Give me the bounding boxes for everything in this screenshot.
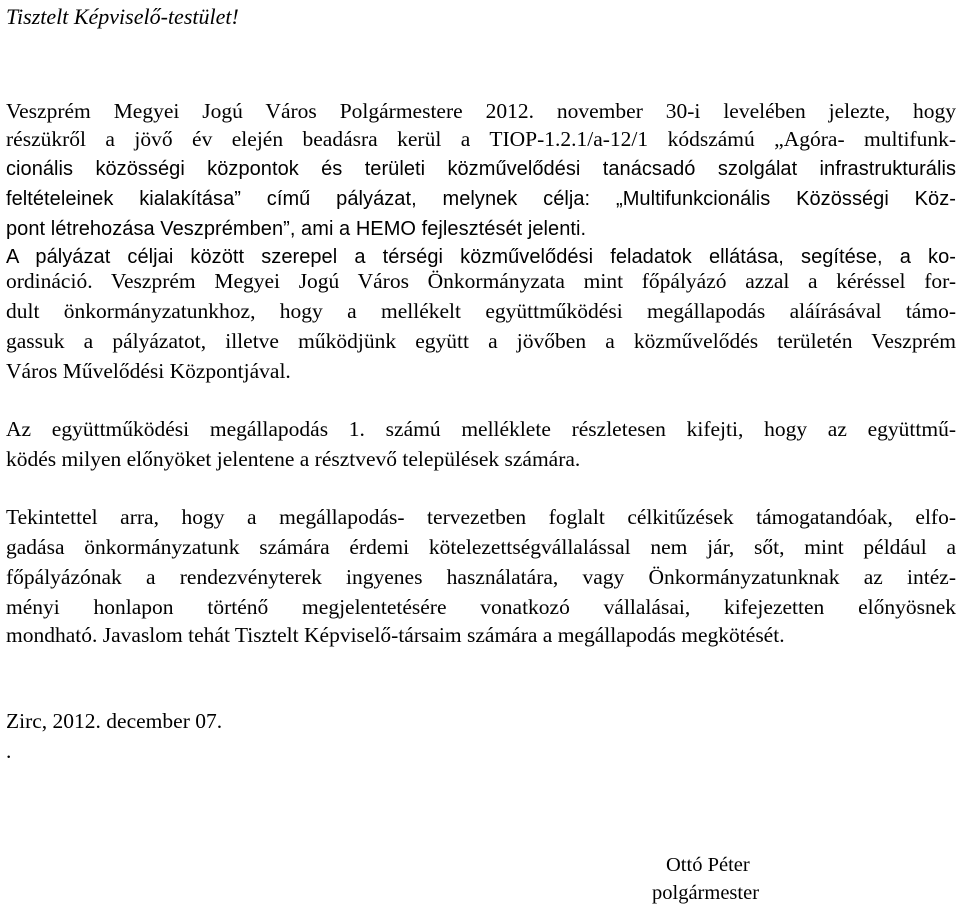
signature-title: polgármester [652,882,760,904]
body-line-3: cionális közösségi központok és területi közművelődési tanácsadó szolgálat infrastrukturális [6,158,956,180]
body-line-11: Az együttműködési megállapodás 1. számú melléklete részletesen kifejti, hogy az együttmű- [6,417,956,441]
body-line-15: főpályázónak a rendezvényterek ingyenes használatára, vagy Önkormányzatunknak az intéz- [6,565,956,589]
salutation: Tisztelt Képviselő-testület! [6,4,239,29]
body-line-4: feltételeinek kialakítása” című pályázat, melynek célja: „Multifunkcionális Közösségi Köz- [6,188,956,210]
body-line-2: részükről a jövő év elején beadásra kerül a TIOP-1.2.1/a-12/1 kódszámú „Agóra- multifunk- [6,127,956,151]
date-line: Zirc, 2012. december 07. [6,709,223,733]
body-line-1: Veszprém Megyei Jogú Város Polgármestere 2012. november 30-i levelében jelezte, hogy [6,99,956,123]
signature-name: Ottó Péter [666,854,750,876]
body-line-14: gadása önkormányzatunk számára érdemi kötelezettségvállalással nem jár, sőt, mint például a [6,535,956,559]
body-line-17: mondható. Javaslom tehát Tisztelt Képviselő-társaim számára a megállapodás megkötését. [6,623,785,647]
body-line-10: Város Művelődési Központjával. [6,359,291,383]
body-line-8: dult önkormányzatunkhoz, hogy a mellékelt együttműködési megállapodás aláírásával támo- [6,299,956,323]
body-line-6: A pályázat céljai között szerepel a térségi közművelődési feladatok ellátása, segítése, a ko- [6,246,956,268]
body-line-9: gassuk a pályázatot, illetve működjünk együtt a jövőben a közművelődés területén Veszprém [6,329,956,353]
body-line-13: Tekintettel arra, hogy a megállapodás- tervezetben foglalt célkitűzések támogatandóak, elfo- [6,505,956,529]
body-line-5: pont létrehozása Veszprémben”, ami a HEMO fejlesztését jelenti. [6,218,587,240]
body-line-16: ményi honlapon történő megjelentetésére vonatkozó vállalásai, kifejezetten előnyösnek [6,595,956,619]
body-line-7: ordináció. Veszprém Megyei Jogú Város Önkormányzata mint főpályázó azzal a kéréssel for- [6,269,956,293]
body-line-12: ködés milyen előnyöket jelentene a résztvevő települések számára. [6,447,581,471]
dot-line: . [6,739,12,763]
